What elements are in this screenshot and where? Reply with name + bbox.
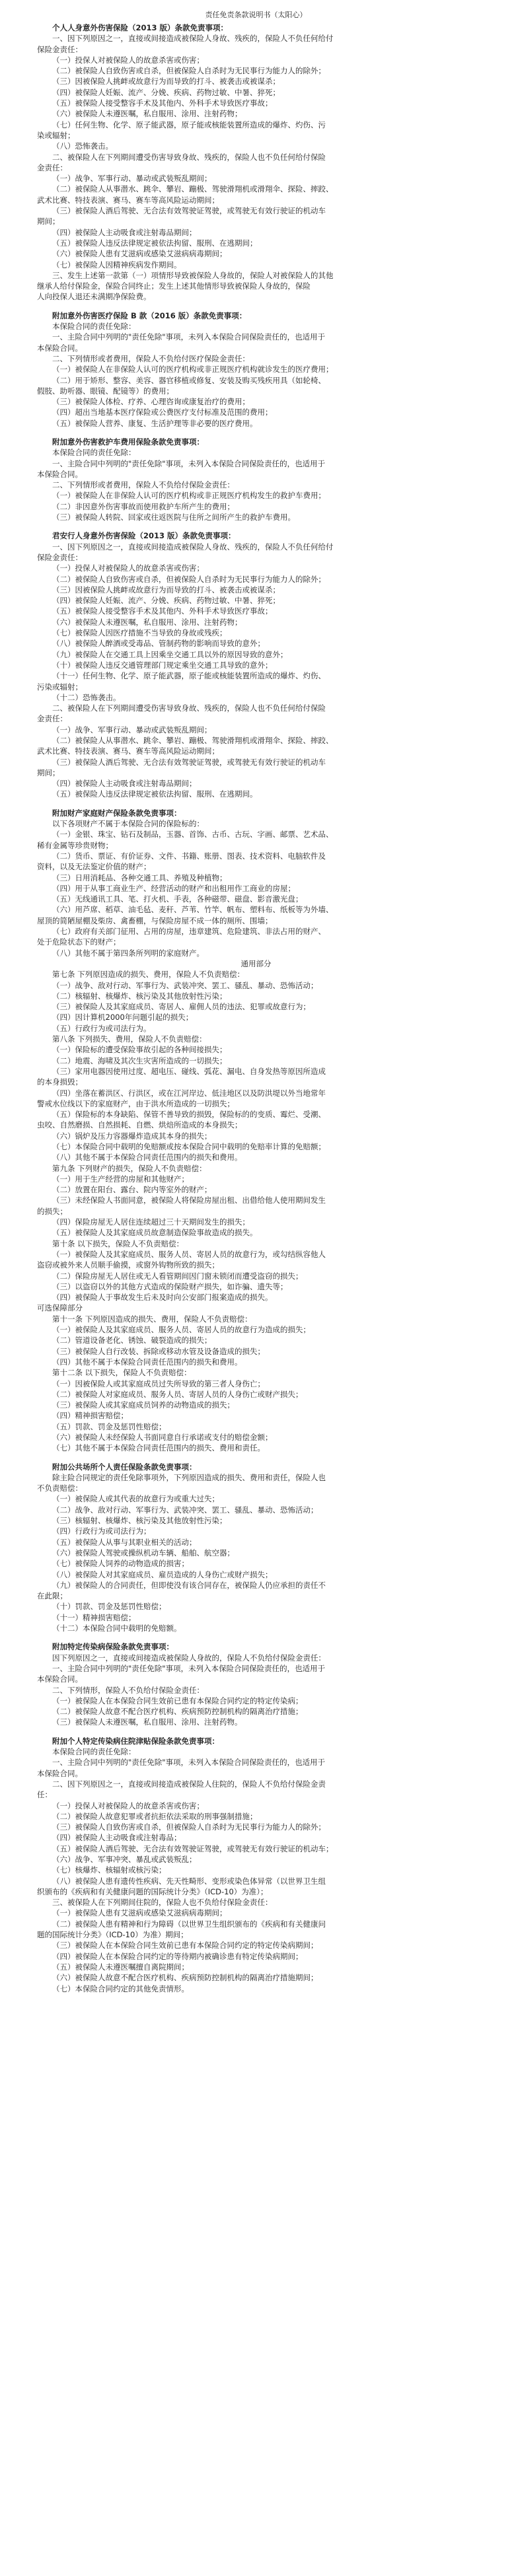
clause-line: （七）政府有关部门征用、占用的房屋，违章建筑、危险建筑、非法占用的财产、 (52, 927, 326, 937)
clause-line: （二）货币、票证、有价证券、文件、书籍、账册、图表、技术资料、电脑软件及 (52, 851, 326, 861)
clause-line: 不负责赔偿： (37, 1484, 83, 1493)
clause-line: （十）罚款、罚金及惩罚性赔偿； (52, 1602, 166, 1612)
clause-line: 盗窃或被外来人员顺手偷摸，或窗外钩物所致的损失； (37, 1260, 219, 1270)
clause-line: （六）用芦席、稻草、油毛毡、麦秆、芦苇、竹竿、帆布、塑料布、纸板等为外墙、 (52, 905, 334, 915)
clause-line: 本保险合同。 (37, 343, 83, 353)
clause-line: 一、主险合同中列明的"责任免除"事项，未列入本保险合同保险责任的，也适用于 (52, 458, 326, 468)
clause-line: 织颁布的《疾病和有关健康问题的国际统计分类》（ICD-10）为准）； (37, 1886, 268, 1896)
clause-section (37, 1641, 475, 1727)
clause-line: （一）被保险人患有艾滋病或感染艾滋病病毒期间； (52, 1908, 227, 1918)
clause-line: （七）本保险合同约定的其他免责情形。 (52, 1984, 189, 1993)
clause-line: （三）被保险人转院、回家或往返医院与住所之间所产生的救护车费用。 (52, 513, 295, 522)
clause-line: （六）锅炉及压力容器爆炸造成其本身的损失； (52, 1131, 212, 1141)
clause-line: （八）被保险人醉酒或受毒品、管制药物的影响而导致的意外； (52, 639, 265, 649)
clause-line: （一）投保人对被保险人的故意杀害或伤害； (52, 55, 204, 65)
clause-line: （三）被保险人酒后驾驶、无合法有效驾驶证驾驶，或驾驶无有效行驶证的机动车 (52, 206, 326, 216)
clause-line: （三）被保险人酒后驾驶、无合法有效驾驶证驾驶，或驾驶无有效行驶证的机动车 (52, 757, 326, 767)
clause-line: 警戒水位线以下的家庭财产，由于洪水所造成的一切损失； (37, 1098, 235, 1108)
clause-line: 本保险合同。 (37, 1768, 83, 1778)
clause-line: （七）其他不属于本保险合同责任范围内的损失、费用和责任。 (52, 1443, 265, 1453)
clause-line: （六）被保险人患有艾滋病或感染艾滋病病毒期间； (52, 249, 227, 259)
clause-line: 第九条 下列财产的损失，保险人不负责赔偿： (52, 1163, 207, 1173)
clause-line: （一）被保险人在本保险合同生效前已患有本保险合同约定的特定传染病； (52, 1696, 303, 1705)
clause-line: （一）因被保险人或其家庭成员过失所导致的第三者人身伤亡； (52, 1378, 265, 1388)
clause-line: 第十二条 以下损失，保险人不负责赔偿： (52, 1368, 192, 1378)
clause-line: （四）被保险人妊娠、流产、分娩、疾病、药物过敏、中暑、猝死； (52, 87, 280, 97)
clause-line: 保险金责任： (37, 552, 83, 562)
section-gap (37, 1454, 475, 1462)
clause-line: 一、主险合同中列明的"责任免除"事项，未列入本保险合同保险责任的，也适用于 (52, 1758, 326, 1768)
clause-section (37, 808, 475, 1454)
clause-line: 题的国际统计分类》（ICD-10）为准）期间； (37, 1930, 188, 1940)
clause-line: 的本身损毁； (37, 1077, 83, 1087)
clause-line: （四）被保险人主动吸食或注射毒品期间； (52, 227, 197, 237)
clause-line: 第八条 下列损失、费用，保险人不负责赔偿： (52, 1034, 207, 1044)
clause-line: （四）超出当地基本医疗保险或公费医疗支付标准及范围的费用； (52, 408, 273, 417)
clause-line: （三）被保险人在本保险合同生效前已患有本保险合同约定的特定传染病期间； (52, 1941, 318, 1950)
clause-line: （一）战争、军事行动、暴动或武装叛乱期间； (52, 174, 212, 184)
clause-line: （八）其他不属于第四条所列明的家庭财产。 (52, 948, 204, 958)
clause-line: （二）放置在阳台、露台、院内等室外的财产； (52, 1185, 212, 1195)
clause-line: 虫咬、自然磨损、自然损耗、自燃、烘焙所造成的本身损失； (37, 1120, 242, 1130)
clause-line: 处于危险状态下的财产； (37, 937, 121, 947)
clause-line: （一）被保险人或其代表的故意行为或重大过失； (52, 1494, 219, 1504)
clause-line: （五）被保险人违反法律规定被依法拘留、服刑、在逃期间。 (52, 789, 258, 799)
clause-line: （二）战争、敌对行动、军事行为、武装冲突、罢工、骚乱、暴动、恐怖活动； (52, 1505, 318, 1515)
clause-line: （三）被保险人或其家庭成员饲养的动物造成的损失； (52, 1400, 235, 1410)
clause-line: （二）被保险人患有精神和行为障碍（以世界卫生组织颁布的《疾病和有关健康问 (52, 1919, 326, 1929)
clause-line: （五）被保险人营养、康复、生活护理等非必要的医疗费用。 (52, 418, 258, 428)
clause-line: （一）投保人对被保险人的故意杀害或伤害； (52, 1801, 204, 1810)
clause-line: （二）地震、海啸及其次生灾害所造成的一切损失； (52, 1055, 227, 1065)
clause-line: （三）因被保险人挑衅或故意行为而导致的打斗、被袭击或被谋杀； (52, 77, 280, 87)
clause-line: （四）被保险人在本保险合同约定的等待期内被确诊患有特定传染病期间； (52, 1951, 303, 1961)
clause-section (37, 1736, 475, 1994)
clause-line: （二）被保险人故意犯罪或者抗拒依法采取的刑事强制措施； (52, 1811, 258, 1821)
clause-line: （六）被保险人未遵医嘱，私自服用、涂用、注射药物； (52, 109, 242, 119)
clause-line: 二、下列情形，保险人不负给付保险金责任： (52, 1685, 204, 1695)
clause-line: 假肢、助听器、眼镜、配镜等）的费用； (37, 386, 174, 396)
clause-line: （三）被保险人体检、疗养、心理咨询或康复治疗的费用； (52, 397, 250, 407)
clause-line: 三、被保险人在下列期间住院的，保险人也不负给付保险金责任： (52, 1898, 273, 1908)
clause-line: （五）无线通讯工具、笔、打火机、手表，各种磁带、磁盘、影音激光盘； (52, 894, 303, 904)
clause-section (37, 310, 475, 429)
clause-line: （六）被保险人未经保险人书面同意自行承诺或支付的赔偿金额； (52, 1433, 273, 1442)
clause-line: 二、因下列原因之一，直接或间接造成被保险人住院的，保险人不负给付保险金责 (52, 1779, 326, 1789)
clause-line: （四）被保险人于事故发生后未及时向公安部门报案造成的损失。 (52, 1293, 273, 1303)
clause-line: （五）被保险人从事与其职业相关的活动； (52, 1537, 197, 1547)
clause-line: 资料，以及无法鉴定价值的财产； (37, 862, 151, 872)
clause-line: （五）保险标的本身缺陷、保管不善导致的损毁，保险标的的变质、霉烂、受潮、 (52, 1110, 326, 1120)
clause-line: （三）被保险人未遵医嘱，私自服用、涂用、注射药物。 (52, 1717, 242, 1727)
clause-line: （三）核辐射、核爆炸、核污染及其他放射性污染； (52, 1516, 227, 1526)
clause-line: （三）日用消耗品、各种交通工具、养殖及种植物； (52, 873, 227, 882)
clause-line: （三）被保险人自行改装、拆除或移动水管及设备造成的损失； (52, 1346, 265, 1356)
clause-line: （十）被保险人违反交通管理部门规定乘坐交通工具导致的意外； (52, 660, 273, 670)
clause-line: （六）被保险人未遵医嘱，私自服用、涂用、注射药物； (52, 617, 242, 627)
clause-section (37, 437, 475, 522)
section-title: 个人人身意外伤害保险（2013 版）条款免责事项： (52, 23, 229, 32)
section-gap (37, 522, 475, 530)
clause-line: （五）被保险人接受整容手术及其他内、外科手术导致医疗事故； (52, 606, 273, 616)
clause-line: 本保险合同的责任免除： (52, 322, 136, 332)
clause-line: （四）保险房屋无人居住连续超过三十天期间发生的损失； (52, 1217, 250, 1227)
clause-line: 保险金责任： (37, 44, 83, 54)
clause-line: （七）核爆炸、核辐射或核污染； (52, 1865, 166, 1875)
clause-line: （三）因被保险人挑衅或故意行为而导致的打斗、被袭击或被谋杀； (52, 585, 280, 594)
clause-line: （五）被保险人酒后驾驶、无合法有效驾驶证驾驶，或驾驶无有效行驶证的机动车； (52, 1843, 334, 1853)
clause-line: （一）战争、敌对行动、军事行为、武装冲突、罢工、骚乱、暴动、恐怖活动； (52, 980, 318, 990)
clause-line: 三、发生上述第一款第（一）项情形导致被保险人身故的，保险人对被保险人的其他 (52, 270, 334, 280)
clause-line: （十一）精神损害赔偿； (52, 1612, 136, 1622)
clause-line: 本保险合同。 (37, 469, 83, 479)
clause-line: （八）被保险人患有遗传性疾病、先天性畸形、变形或染色体异常（以世界卫生组 (52, 1876, 326, 1886)
clause-line: 二、下列情形或者费用，保险人不负给付保险金责任： (52, 480, 235, 490)
clause-line: 期间； (37, 217, 60, 227)
clause-line: 除主险合同规定的责任免除事项外，下列原因造成的损失、费用和责任，保险人也 (52, 1472, 326, 1482)
clause-line: （一）被保险人及其家庭成员、服务人员、寄居人员的故意行为，或勾结纵容他人 (52, 1249, 326, 1259)
clause-line: 人向投保人退还未满期净保险费。 (37, 292, 151, 302)
clause-line: （二）用于矫形、整容、美容、器官移植或修复、安装及购买残疾用具（如轮椅、 (52, 375, 326, 385)
clause-line: （二）非因意外伤害事故而使用救护车所产生的费用； (52, 501, 235, 511)
clause-line: （二）被保险人从事潜水、跳伞、攀岩、蹦极、驾驶滑翔机或滑翔伞、探险、摔跤、 (52, 736, 334, 745)
clause-line: （二）管道设备老化、锈蚀、破裂造成的损失； (52, 1336, 212, 1345)
section-title: 附加公共场所个人责任保险条款免责事项： (52, 1462, 197, 1472)
clause-line: （六）被保险人故意不配合医疗机构、疾病预防控制机构的隔离治疗措施期间； (52, 1973, 318, 1983)
clause-line: 染或辐射； (37, 130, 75, 140)
clause-line: （五）被保险人接受整容手术及其他内、外科手术导致医疗事故； (52, 98, 273, 108)
clause-line: （七）被保险人因精神疾病发作期间。 (52, 260, 182, 269)
clause-line: （二）被保险人从事潜水、跳伞、攀岩、蹦极、驾驶滑翔机或滑翔伞、探险、摔跤、 (52, 184, 334, 194)
clause-line: 本保险合同的责任免除： (52, 1747, 136, 1757)
clause-line: （一）金银、珠宝、钻石及制品，玉器、首饰、古币、古玩、字画、邮票、艺术品、 (52, 830, 334, 840)
clause-line: （二）保险房屋无人居住或无人看管期间因门窗未锁闭而遭受盗窃的损失； (52, 1271, 303, 1281)
section-title: 附加个人特定传染病住院津贴保险条款免责事项： (52, 1736, 219, 1746)
clause-line: （六）被保险人驾驶或操纵机动车辆、船舶、航空器； (52, 1548, 235, 1557)
clause-line: （八）其他不属于本保险合同责任范围内的损失和费用。 (52, 1153, 242, 1163)
clause-line: （一）被保险人在非保险人认可的医疗机构或非正规医疗机构发生的救护车费用； (52, 491, 326, 501)
clause-section (37, 530, 475, 799)
clause-line: 二、被保险人在下列期间遭受伤害导致身故、残疾的，保险人也不负任何给付保险 (52, 703, 326, 713)
clause-line: （三）以盗窃以外的其他方式造成的保险财产损失，如诈骗、遗失等； (52, 1281, 288, 1291)
clause-line: 的损失； (37, 1206, 67, 1216)
clause-line: （二）被保险人故意不配合医疗机构、疾病预防控制机构的隔离治疗措施； (52, 1707, 303, 1717)
clause-line: 一、因下列原因之一，直接或间接造成被保险人身故、残疾的，保险人不负任何给付 (52, 34, 334, 44)
section-title: 附加特定传染病保险条款免责事项： (52, 1642, 174, 1652)
clause-line: 第十一条 下列原因造成的损失、费用，保险人不负责赔偿： (52, 1314, 252, 1324)
sections-container (37, 22, 475, 1994)
section-gap (37, 1633, 475, 1641)
clause-line: （一）用于生产经营的房屋和其他财产； (52, 1174, 189, 1184)
clause-line: （十二）恐怖袭击。 (52, 692, 121, 702)
section-title: 附加意外伤害救护车费用保险条款免责事项： (52, 437, 204, 447)
clause-line: 第十条 以下损失，保险人不负责赔偿： (52, 1238, 184, 1248)
section-gap (37, 1728, 475, 1736)
clause-line: 金责任： (37, 162, 67, 172)
clause-line: 第七条 下列原因造成的损失、费用，保险人不负责赔偿： (52, 970, 245, 980)
clause-line: （八）恐怖袭击。 (52, 141, 113, 151)
clause-line: （七）本保险合同中载明的免赔额或按本保险合同中载明的免赔率计算的免赔额； (52, 1141, 326, 1151)
clause-line: （二）被保险人自致伤害或自杀，但被保险人自杀时为无民事行为能力人的除外； (52, 66, 326, 76)
clause-line: （四）其他不属于本保险合同责任范围内的损失和费用。 (52, 1357, 242, 1367)
clause-line: 可选保障部分 (37, 1303, 83, 1313)
clause-line: （四）坐落在蓄洪区、行洪区，或在江河岸边、低洼地区以及防洪堤以外当地常年 (52, 1088, 326, 1098)
clause-line: （四）被保险人主动吸食或注射毒品期间； (52, 779, 197, 789)
clause-line: （九）被保险人在交通工具上因乘坐交通工具以外的原因导致的意外； (52, 649, 288, 659)
clause-line: 任： (37, 1790, 52, 1800)
section-gap (37, 303, 475, 310)
clause-line: （十二）本保险合同中载明的免赔额。 (52, 1624, 182, 1633)
clause-line: （十一）任何生物、化学、原子能武器，原子能或核能装置所造成的爆炸、灼伤、 (52, 671, 326, 681)
clause-line: 一、因下列原因之一，直接或间接造成被保险人身故、残疾的，保险人不负任何给付 (52, 542, 334, 552)
clause-line: 本保险合同的责任免除： (52, 448, 136, 458)
clause-section (37, 1462, 475, 1634)
clause-line: 稀有金属等珍贵财物； (37, 840, 113, 850)
section-title: 君安行人身意外伤害保险（2013 版）条款免责事项： (52, 531, 236, 541)
clause-line: （五）罚款、罚金及惩罚性赔偿； (52, 1421, 166, 1431)
document-title: 责任免责条款说明书（太阳心） (205, 11, 307, 19)
clause-line: （三）被保险人及其家庭成员、寄居人、雇佣人员的违法、犯罪或故意行为； (52, 1002, 311, 1012)
clause-line: （四）用于从事工商业生产、经营活动的财产和出租用作工商业的房屋； (52, 883, 295, 893)
clause-line: 屋顶的简陋屋棚及柴房、禽畜棚，与保险房屋不成一体的厕所、围墙； (37, 915, 273, 925)
clause-line: 二、下列情形或者费用，保险人不负给付医疗保险金责任： (52, 353, 250, 363)
clause-line: （七）任何生物、化学、原子能武器，原子能或核能装置所造成的爆炸、灼伤、污 (52, 120, 326, 129)
section-title: 附加意外伤害医疗保险 B 款（2016 版）条款免责事项： (52, 310, 247, 320)
clause-line: （五）被保险人违反法律规定被依法拘留、服刑、在逃期间； (52, 238, 258, 248)
clause-line: 武术比赛、特技表演、赛马、赛车等高风险运动期间； (37, 195, 219, 205)
clause-line: （八）被保险人对其家庭成员、雇员造成的人身伤亡或财产损失； (52, 1569, 273, 1579)
clause-line: （四）被保险人主动吸食或注射毒品； (52, 1833, 182, 1843)
clause-line: 金责任： (37, 714, 67, 724)
section-gap (37, 429, 475, 437)
clause-line: 继承人给付保险金，保险合同终止；发生上述其他情形导致被保险人身故的，保险 (37, 281, 311, 291)
clause-line: （一）被保险人在非保险人认可的医疗机构或非正规医疗机构就诊发生的医疗费用； (52, 365, 334, 375)
clause-line: 本保险合同。 (37, 1674, 83, 1684)
clause-line: 武术比赛、特技表演、赛马、赛车等高风险运动期间； (37, 746, 219, 756)
clause-line: 一、主险合同中列明的"责任免除"事项，未列入本保险合同保险责任的，也适用于 (52, 1663, 326, 1673)
clause-line: 因下列原因之一，直接或间接造成被保险人身故的，保险人不负给付保险金责任： (52, 1653, 326, 1663)
section-gap (37, 800, 475, 808)
clause-line: （五）行政行为或司法行为。 (52, 1023, 151, 1033)
clause-line: （五）被保险人及其家庭成员故意制造保险事故造成的损失。 (52, 1228, 258, 1238)
clause-line: （七）被保险人因医疗措施不当导致的身故或残疾； (52, 628, 227, 638)
clause-line: 通用部分 (240, 958, 272, 968)
section-title: 附加财产家庭财产保险条款免责事项： (52, 808, 182, 818)
clause-line: （二）核辐射、核爆炸、核污染及其他放射性污染； (52, 991, 227, 1001)
clause-line: （七）被保险人饲养的动物造成的损害； (52, 1559, 189, 1569)
clause-line: （一）保险标的遭受保险事故引起的各种间接损失； (52, 1045, 227, 1055)
clause-line: （二）被保险人对家庭成员、服务人员、寄居人员的人身伤亡或财产损失； (52, 1389, 303, 1399)
clause-line: （三）被保险人自致伤害或自杀，但被保险人自杀时为无民事行为能力人的除外； (52, 1822, 326, 1832)
clause-line: （四）被保险人妊娠、流产、分娩、疾病、药物过敏、中暑、猝死； (52, 596, 280, 606)
clause-line: （四）行政行为或司法行为； (52, 1526, 151, 1536)
clause-line: （六）战争、军事冲突、暴乱或武装叛乱； (52, 1854, 197, 1864)
clause-line: （四）精神损害赔偿； (52, 1411, 128, 1421)
clause-line: （五）被保险人未遵医嘱擅自离院期间； (52, 1962, 189, 1972)
clause-line: （二）被保险人自致伤害或自杀，但被保险人自杀时为无民事行为能力人的除外； (52, 574, 326, 584)
clause-line: （一）战争、军事行动、暴动或武装叛乱期间； (52, 725, 212, 734)
clause-section (37, 22, 475, 303)
clause-line: 一、主险合同中列明的"责任免除"事项，未列入本保险合同保险责任的，也适用于 (52, 332, 326, 342)
clause-line: （一）投保人对被保险人的故意杀害或伤害； (52, 563, 204, 573)
clause-line: （一）被保险人及其家庭成员、服务人员、寄居人员的故意行为造成的损失； (52, 1325, 311, 1335)
clause-line: 期间； (37, 768, 60, 777)
clause-line: （四）因计算机2000年问题引起的损失； (52, 1013, 194, 1022)
clause-line: 二、被保险人在下列期间遭受伤害导致身故、残疾的，保险人也不负任何给付保险 (52, 152, 326, 162)
clause-line: 在此限； (37, 1591, 67, 1601)
clause-line: （九）被保险人的合同责任，但即使没有该合同存在，被保险人仍应承担的责任不 (52, 1580, 326, 1590)
clause-line: （三）家用电器因使用过度、超电压、碰线、弧花、漏电、自身发热等原因所造成 (52, 1066, 326, 1076)
clause-line: （三）未经保险人书面同意，被保险人将保险房屋出租、出借给他人使用期间发生 (52, 1196, 326, 1205)
clause-line: 以下各项财产不属于本保险合同的保险标的： (52, 819, 204, 829)
clause-line: 污染或辐射； (37, 682, 83, 692)
